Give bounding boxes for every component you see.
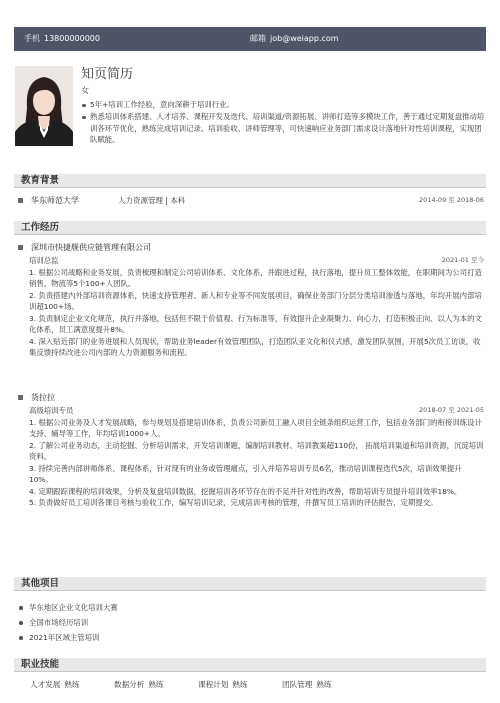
project-item: 全国市场经历培训 <box>18 615 118 630</box>
duty-item: 2. 了解公司业务动态，主动挖掘、分析培训需求，开发培训课题，编制培训教材、培训教案超110份， 拓展培训渠道和培训资源，沉淀培训资料。 <box>29 440 484 462</box>
duty-item: 1. 根据公司战略和业务发展，负责梳理和制定公司培训体系、文化体系，并跟进过程，执行落地，提升员工整体效能，在职期间为公司打造销售、物流等5个100+人团队。 <box>29 268 482 289</box>
email-address: job@weiapp.com <box>270 33 339 43</box>
skills-title: 职业技能 <box>21 659 60 670</box>
skill-name: 团队管理 <box>282 680 313 689</box>
gender: 女 <box>81 86 89 95</box>
role-row <box>14 405 486 417</box>
job-role: 高级培训专员 <box>29 406 74 415</box>
profile-photo <box>15 66 73 146</box>
job-duties <box>14 267 486 359</box>
other-title: 其他项目 <box>21 578 60 589</box>
work-section-header <box>14 221 486 235</box>
skill-level: 熟练 <box>316 680 332 689</box>
email-label: 邮箱 <box>250 33 266 43</box>
duty-item: 5. 负责做好员工培训各课目考核与验收工作，编写培训记录，完成培训考核的管理，并撰写员工培训的评估报告，定期提交。 <box>29 498 438 508</box>
skill-level: 熟练 <box>232 680 248 689</box>
skill-name: 数据分析 <box>114 680 145 689</box>
square-bullet-icon <box>18 245 23 250</box>
project-item: 华东地区企业文化培训大赛 <box>18 600 118 615</box>
duty-item: 1. 根据公司业务及人才发展战略，参与规划及搭建培训体系，负责公司新员工融入项目全链条组织运营工作，包括业务部门的衔接训练设计支持、辅导等工作，年均培训1000+人。 <box>29 418 482 439</box>
job-role: 培训总监 <box>29 256 59 265</box>
skill-item <box>114 679 198 691</box>
portrait-image <box>15 66 73 146</box>
duty-item: 4. 定期跟踪课程的培训效果，分析及复盘培训数据，挖掘培训各环节存在的不足并针对性的改善，帮助培训专员提升培训效率18%。 <box>29 486 462 496</box>
company-row <box>14 242 486 255</box>
email-info <box>250 33 339 45</box>
skill-item <box>198 679 282 691</box>
skill-name: 人才发展 <box>30 680 61 689</box>
summary-item: 5年+培训工作经验，意向深耕于培训行业。 <box>81 99 486 110</box>
duty-item: 4. 深入贴近部门的业务进展和人员现状，帮助业务leader有效管理团队，打造团队亚文化和仪式感，激发团队氛围，开展5次员工访谈，收集反馈持续改进公司内部的人力资源服务和流程。 <box>29 336 481 358</box>
company-name: 货拉拉 <box>31 393 55 402</box>
job-date: 2021-01 至今 <box>441 256 484 264</box>
company-name: 深圳市快捷舰供应链管理有限公司 <box>31 243 151 252</box>
skill-item <box>282 679 366 691</box>
job-duties <box>14 417 486 509</box>
education-entry <box>14 195 486 207</box>
skill-level: 熟练 <box>64 680 80 689</box>
duty-item: 2. 负责搭建内外部培训资源体系，快速支持管理者、新人和专业等不同发展项目，确保业务部门分层分类培训渗透与落地，年均开展内部培训超100+场。 <box>29 290 482 312</box>
phone-info <box>24 33 100 45</box>
work-title: 工作经历 <box>21 222 60 233</box>
major-degree: 人力资源管理 | 本科 <box>118 196 186 205</box>
square-bullet-icon <box>18 198 23 203</box>
contact-bar <box>14 27 486 51</box>
other-projects-list <box>18 600 118 645</box>
duty-item: 3. 负责制定企业文化规范，执行并落地，包括但不限于价值观、行为标准等，有效提升企业凝聚力、向心力，打造积极正向、以人为本的文化体系，员工满意度提升8%。 <box>29 313 482 335</box>
role-row <box>14 255 486 267</box>
phone-label: 手机 <box>24 33 40 43</box>
duty-item: 3. 持续完善内部讲师体系、课程体系，针对现有的业务或管理痛点，引入并培养培训专员6名，推动培训课程迭代5次，培训效果提升10%。 <box>29 463 462 485</box>
job-entry <box>14 242 486 359</box>
job-date: 2018-07 至 2021-05 <box>419 406 484 414</box>
square-bullet-icon <box>18 395 23 400</box>
summary-item: 熟悉培训体系搭建、人才培养、课程开发及迭代、培训渠道/资源拓展、讲师打造等多模块工作，善于通过定期复盘推动培训各环节优化，熟练完成培训记录、培训验收、讲师管理等，可快速响应业务部门需求设计落地针对性培训课程，实现团队赋能。 <box>81 111 486 145</box>
education-date: 2014-09 至 2018-06 <box>419 196 484 204</box>
skill-level: 熟练 <box>148 680 164 689</box>
education-title: 教育背景 <box>21 175 60 186</box>
education-section-header <box>14 174 486 188</box>
resume-name: 知页简历 <box>81 67 134 82</box>
school-name: 华东师范大学 <box>31 196 79 205</box>
job-entry <box>14 392 486 509</box>
company-row <box>14 392 486 405</box>
skills-section-header <box>14 658 486 672</box>
project-item: 2021年区域主管培训 <box>18 630 118 645</box>
skill-item <box>30 679 114 691</box>
skill-name: 课程计划 <box>198 680 229 689</box>
profile-summary <box>81 99 486 147</box>
phone-number: 13800000000 <box>44 33 100 43</box>
other-section-header <box>14 577 486 591</box>
skills-list <box>30 679 366 691</box>
